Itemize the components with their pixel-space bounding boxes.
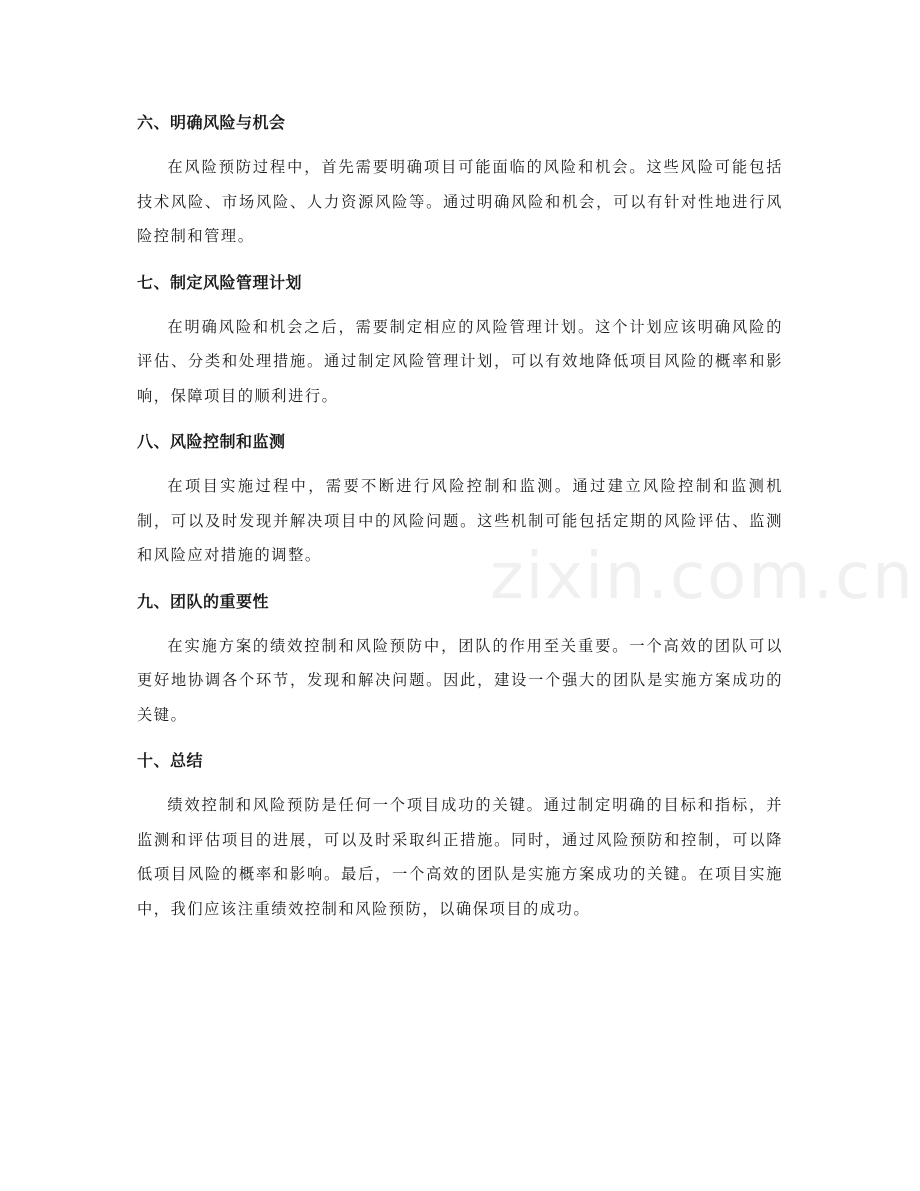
watermark-text: zixin.com.cn [490, 540, 915, 614]
section-paragraph: 在项目实施过程中，需要不断进行风险控制和监测。通过建立风险控制和监测机制，可以及时发现并解决项目中的风险问题。这些机制可能包括定期的风险评估、监测和风险应对措施的调整。 [137, 477, 783, 564]
section-7 [137, 264, 783, 414]
section-6 [137, 104, 783, 254]
section-heading: 八、风险控制和监测 [137, 432, 286, 451]
document-content [137, 104, 783, 936]
section-8 [137, 423, 783, 573]
section-paragraph: 在明确风险和机会之后，需要制定相应的风险管理计划。这个计划应该明确风险的评估、分类和处理措施。通过制定风险管理计划，可以有效地降低项目风险的概率和影响，保障项目的顺利进行。 [137, 317, 783, 405]
section-10 [137, 742, 783, 926]
section-heading: 九、团队的重要性 [137, 591, 270, 611]
section-9 [137, 583, 783, 733]
section-heading: 十、总结 [137, 751, 204, 770]
section-paragraph: 在实施方案的绩效控制和风险预防中，团队的作用至关重要。一个高效的团队可以更好地协调各个环节，发现和解决问题。因此，建设一个强大的团队是实施方案成功的关键。 [137, 636, 783, 724]
section-paragraph: 在风险预防过程中，首先需要明确项目可能面临的风险和机会。这些风险可能包括技术风险、市场风险、人力资源风险等。通过明确风险和机会，可以有针对性地进行风险控制和管理。 [137, 158, 783, 245]
section-heading: 七、制定风险管理计划 [137, 272, 303, 292]
section-paragraph: 绩效控制和风险预防是任何一个项目成功的关键。通过制定明确的目标和指标，并监测和评估项目的进展，可以及时采取纠正措施。同时，通过风险预防和控制，可以降低项目风险的概率和影响。最后，一个高效的团队是实施方案成功的关键。在项目实施中，我们应该注重绩效控制和风险预防，以确保项目的成功。 [137, 796, 783, 918]
section-heading: 六、明确风险与机会 [137, 113, 286, 132]
